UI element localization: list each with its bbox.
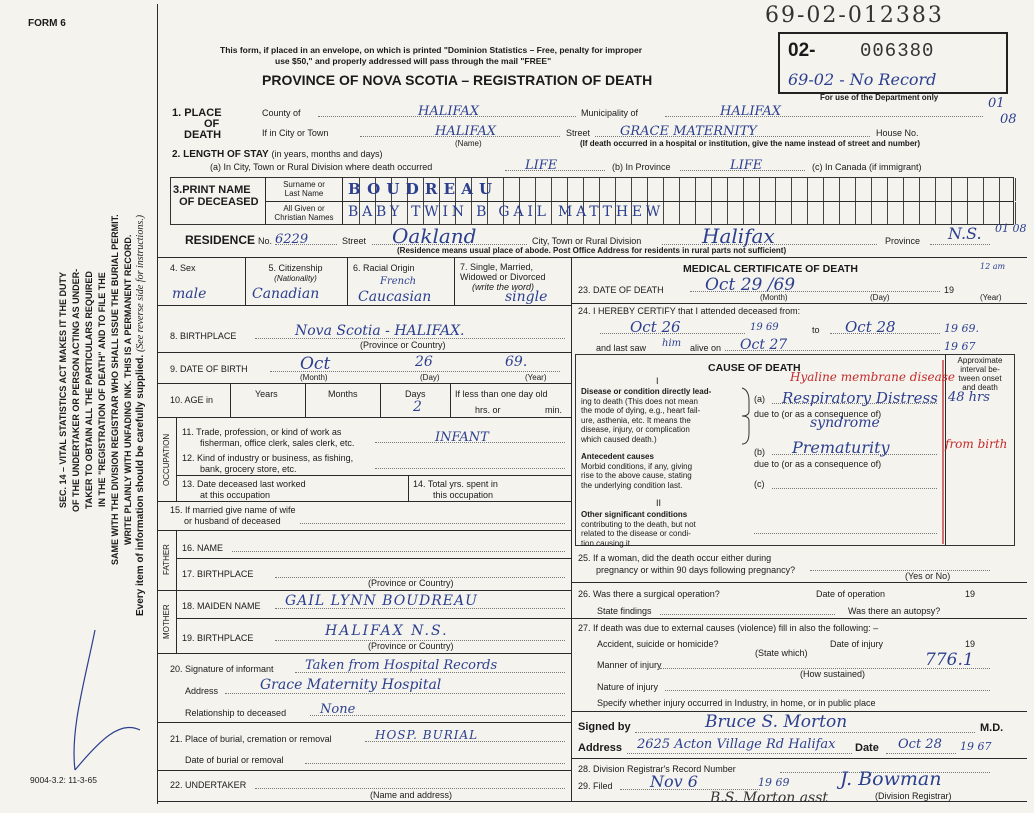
mother-birthplace-field: HALIFAX N.S. bbox=[275, 622, 565, 641]
county-field: HALIFAX bbox=[318, 102, 576, 117]
cause-a-field: Respiratory Distress bbox=[772, 389, 937, 404]
dept-use-label: For use of the Department only bbox=[820, 93, 939, 102]
form-code: 9004-3.2: 11-3-65 bbox=[30, 775, 97, 785]
last-saw-label: and last saw bbox=[596, 343, 647, 353]
residence-city-field: Halifax bbox=[662, 224, 877, 245]
filed-date-field: Nov 6 bbox=[620, 772, 760, 790]
death-year-caption: (Year) bbox=[980, 293, 1002, 302]
registration-number-box bbox=[778, 32, 1008, 94]
city-label: If in City or Town bbox=[262, 128, 329, 138]
citizenship-label: 5. Citizenship (Nationality) bbox=[268, 263, 323, 283]
spouse-label: 15. If married give name of wife or husband of deceased bbox=[170, 505, 296, 526]
corner-mark-2: 08 bbox=[1000, 112, 1017, 127]
accident-label: Accident, suicide or homicide? bbox=[597, 639, 719, 649]
stay-c-label: (c) In Canada (if immigrant) bbox=[812, 162, 922, 172]
age-months-label: Months bbox=[328, 389, 358, 399]
interval-label: Approximate interval be- tween onset and death bbox=[957, 356, 1003, 392]
residence-street-field: Oakland bbox=[372, 224, 527, 245]
doctor-address-field: 2625 Acton Village Rd Halifax bbox=[627, 735, 852, 754]
pregnancy-question: 25. If a woman, did the death occur either during pregnancy or within 90 days following pregnancy? bbox=[578, 553, 796, 575]
father-name-field bbox=[232, 540, 565, 552]
findings-field bbox=[660, 603, 835, 615]
given-label: All Given or Christian Names bbox=[274, 204, 334, 222]
residence-note: (Residence means usual place of abode. Post Office Address for residents in rural parts not sufficient) bbox=[397, 246, 787, 255]
racial-value: Caucasian bbox=[358, 289, 432, 305]
father-birthplace-field bbox=[275, 566, 565, 578]
dob-label: 9. DATE OF BIRTH bbox=[170, 364, 248, 374]
age-label: 10. AGE in bbox=[170, 395, 214, 405]
father-name-label: 16. NAME bbox=[182, 543, 224, 553]
cause-b-label: (b) bbox=[754, 447, 765, 457]
injury-year-prefix: 19 bbox=[965, 639, 976, 649]
registrar-name: B.S. Morton asst bbox=[710, 790, 829, 806]
due-to-label-2: due to (or as a consequence of) bbox=[754, 459, 882, 469]
cause-title: CAUSE OF DEATH bbox=[708, 362, 801, 374]
age-days-value: 2 bbox=[413, 399, 422, 415]
mother-birthplace-label: 19. BIRTHPLACE bbox=[182, 633, 254, 643]
dob-year-caption: (Year) bbox=[525, 373, 547, 382]
municipality-field: HALIFAX bbox=[665, 102, 983, 117]
operation-date-label: Date of operation bbox=[816, 589, 886, 599]
given-value: BABY TWIN B GAIL MATTHEW bbox=[348, 204, 665, 220]
residence-street-label: Street bbox=[342, 236, 367, 246]
external-causes-label: 27. If death was due to external causes (violence) fill in also the following: – bbox=[578, 623, 879, 633]
stay-b-label: (b) In Province bbox=[612, 162, 671, 172]
form-number: FORM 6 bbox=[28, 18, 66, 29]
red-correction-line bbox=[940, 360, 946, 544]
residence-label: RESIDENCE bbox=[185, 233, 256, 247]
page-title: PROVINCE OF NOVA SCOTIA – REGISTRATION OF DEATH bbox=[262, 72, 653, 88]
occ-13-label: 13. Date deceased last worked at this occupation bbox=[182, 479, 306, 500]
informant-rel-label: Relationship to deceased bbox=[185, 708, 287, 718]
stay-a-label: (a) In City, Town or Rural Division where death occurred bbox=[210, 162, 433, 172]
attended-to-field: Oct 28 bbox=[830, 318, 940, 334]
county-label: County of bbox=[262, 108, 301, 118]
occ-12-label: 12. Kind of industry or business, as fishing, bank, grocery store, etc. bbox=[182, 453, 354, 474]
other-conditions-help: Other significant conditions contributing to the death, but not related to the disease or condi- tion causing it. bbox=[581, 510, 696, 548]
autopsy-question: Was there an autopsy? bbox=[848, 606, 941, 616]
filed-year: 19 69 bbox=[758, 776, 790, 789]
pregnancy-field bbox=[810, 559, 990, 571]
cause-a-red-note: Hyaline membrane disease bbox=[790, 370, 955, 384]
attended-from-field: Oct 26 bbox=[600, 318, 745, 334]
occ-11-label: 11. Trade, profession, or kind of work as fisherman, office clerk, sales clerk, etc. bbox=[182, 427, 355, 448]
birthplace-field: Nova Scotia - HALIFAX. bbox=[255, 322, 565, 339]
age-years-label: Years bbox=[255, 389, 278, 399]
stay-b-field: LIFE bbox=[680, 156, 805, 171]
part-1-label: I bbox=[656, 376, 659, 386]
surname-value: BOUDREAU bbox=[348, 180, 499, 198]
age-hrs-label: hrs. or bbox=[475, 405, 501, 415]
print-name-label: 3.PRINT NAME OF DECEASED bbox=[173, 184, 259, 208]
cause-a-continued: syndrome bbox=[810, 415, 880, 431]
signed-date-field: Oct 28 bbox=[886, 735, 956, 754]
surname-label: Surname or Last Name bbox=[283, 180, 325, 198]
cause-c-field bbox=[772, 477, 937, 489]
injury-code: 776.1 bbox=[925, 650, 974, 670]
residence-city-label: City, Town or Rural Division bbox=[532, 236, 642, 246]
dob-day-caption: (Day) bbox=[420, 373, 440, 382]
signed-by-field: Bruce S. Morton bbox=[635, 712, 975, 733]
cause-a-label: (a) bbox=[754, 394, 765, 404]
envelope-note-2: use $50," and properly addressed will pass through the mail "FREE" bbox=[275, 56, 552, 66]
spouse-field bbox=[300, 512, 565, 524]
cause-a-interval: 48 hrs bbox=[948, 390, 990, 405]
informant-addr-label: Address bbox=[185, 686, 219, 696]
code-prefix: 02- bbox=[788, 40, 816, 61]
burial-place-label: 21. Place of burial, cremation or removal bbox=[170, 734, 332, 744]
direct-cause-brace bbox=[740, 386, 752, 446]
birthplace-label: 8. BIRTHPLACE bbox=[170, 331, 237, 341]
death-year-prefix: 19 bbox=[944, 285, 955, 295]
injury-date-label: Date of injury bbox=[830, 639, 884, 649]
age-less-label: If less than one day old bbox=[455, 389, 548, 399]
maiden-name-field: GAIL LYNN BOUDREAU bbox=[275, 592, 565, 609]
no-record-note: 69-02 - No Record bbox=[788, 70, 937, 89]
burial-date-field bbox=[305, 752, 565, 764]
signed-by-label: Signed by bbox=[578, 721, 631, 733]
alive-on-year: 19 67 bbox=[944, 340, 976, 353]
maiden-name-label: 18. MAIDEN NAME bbox=[182, 601, 261, 611]
informant-sig-label: 20. Signature of informant bbox=[170, 664, 274, 674]
racial-label: 6. Racial Origin bbox=[353, 263, 415, 273]
residence-no-label: No. bbox=[258, 236, 273, 246]
manner-label: Manner of injury bbox=[597, 660, 662, 670]
cause-b-interval: from birth bbox=[945, 437, 1008, 451]
address-label: Address bbox=[578, 742, 623, 754]
birthplace-caption: (Province or Country) bbox=[360, 340, 446, 350]
findings-label: State findings bbox=[597, 606, 652, 616]
burial-place-field: HOSP. BURIAL bbox=[365, 726, 565, 742]
death-day-caption: (Day) bbox=[870, 293, 890, 302]
municipality-label: Municipality of bbox=[581, 108, 639, 118]
death-time-note: 12 am bbox=[980, 262, 1006, 271]
undertaker-caption: (Name and address) bbox=[370, 790, 453, 800]
death-date-label: 23. DATE OF DEATH bbox=[578, 285, 664, 295]
medical-title: MEDICAL CERTIFICATE OF DEATH bbox=[683, 263, 858, 275]
sex-value: male bbox=[172, 286, 207, 302]
antecedent-help: Antecedent causes Morbid conditions, if any, giving rise to the above cause, stating the underlying condition last. bbox=[581, 452, 693, 490]
margin-scribble bbox=[40, 620, 150, 780]
name-caption: (Name) bbox=[455, 139, 482, 148]
occ-11-field: INFANT bbox=[375, 428, 565, 443]
city-field: HALIFAX bbox=[360, 122, 560, 137]
dob-month-caption: (Month) bbox=[300, 373, 328, 382]
stay-label: 2. LENGTH OF STAY (in years, months and days) bbox=[172, 149, 383, 160]
envelope-note-1: This form, if placed in an envelope, on which is printed "Dominion Statistics – Free, penalty for improper bbox=[220, 45, 643, 55]
occupation-side-label: OCCUPATION bbox=[162, 433, 171, 487]
cause-c-label: (c) bbox=[754, 479, 765, 489]
last-saw-value: him bbox=[662, 338, 682, 349]
side-instructions: SEC. 14 – VITAL STATISTICS ACT MAKES IT THE DUTY OF THE UNDERTAKER OR PERSON ACTING AS UNDER- TAKER TO OBTAIN ALL THE PARTICULARS REQUIRED IN THE "REGISTRATION OF DEATH" AND TO FILE THE SAME WITH THE DIVISION REGISTRAR WHO SHALL ISSUE THE BURIAL PERMIT. WRITE PLAINLY WITH UNFADING INK. THIS IS A PERMANENT RECORD. bbox=[58, 214, 133, 566]
hospital-note: (If death occurred in a hospital or institution, give the name instead of street and number) bbox=[580, 139, 921, 148]
certify-label: 24. I HEREBY CERTIFY that I attended deceased from: bbox=[578, 306, 801, 316]
nature-field bbox=[665, 679, 990, 691]
informant-rel-field: None bbox=[310, 700, 565, 716]
corner-mark-1: 01 bbox=[988, 96, 1005, 111]
death-date-field: Oct 29 /69 bbox=[690, 275, 940, 292]
top-number: 69-02-012383 bbox=[765, 3, 944, 28]
attended-to-label: to bbox=[812, 325, 820, 335]
father-birthplace-caption: (Province or Country) bbox=[368, 578, 454, 588]
citizenship-value: Canadian bbox=[252, 286, 320, 302]
part-2-label: II bbox=[656, 498, 662, 508]
date-label: Date bbox=[855, 742, 879, 754]
burial-date-label: Date of burial or removal bbox=[185, 755, 284, 765]
registrar-caption: (Division Registrar) bbox=[875, 791, 952, 801]
specify-place-label: Specify whether injury occurred in Industry, in home, or in public place bbox=[597, 698, 876, 708]
yes-no-caption: (Yes or No) bbox=[905, 571, 951, 581]
father-birthplace-label: 17. BIRTHPLACE bbox=[182, 569, 254, 579]
occ-12-field bbox=[375, 457, 565, 469]
direct-cause-help: Disease or condition directly lead- ing to death (This does not mean the mode of dying, e.g., heart fail- ure, asthenia, etc. It means the disease, injury, or complication which caused death.) bbox=[581, 387, 712, 444]
operation-year-prefix: 19 bbox=[965, 589, 976, 599]
informant-addr-field: Grace Maternity Hospital bbox=[225, 676, 565, 694]
house-label: House No. bbox=[876, 128, 919, 138]
occ-14-label: 14. Total yrs. spent in this occupation bbox=[413, 479, 498, 500]
marital-value: single bbox=[505, 289, 548, 305]
mother-side-label: MOTHER bbox=[162, 604, 171, 640]
father-side-label: FATHER bbox=[162, 544, 171, 576]
due-to-label-1: due to (or as a consequence of) bbox=[754, 409, 882, 419]
residence-mark: 01 08 bbox=[995, 222, 1027, 235]
signed-year: 19 67 bbox=[960, 740, 992, 753]
alive-on-field: Oct 27 bbox=[725, 336, 940, 351]
residence-province-label: Province bbox=[885, 236, 921, 246]
record-number-label: 28. Division Registrar's Record Number bbox=[578, 764, 736, 774]
attended-from-year: 19 69 bbox=[750, 322, 779, 333]
side-supply-note: Every item of information should be carefully supplied. (See reverse side for instructions.) bbox=[135, 214, 146, 616]
dob-field: Oct 26 69. bbox=[270, 354, 560, 372]
undertaker-field bbox=[255, 777, 565, 789]
undertaker-label: 22. UNDERTAKER bbox=[170, 780, 247, 790]
state-which-caption: (State which) bbox=[755, 648, 808, 658]
code-number: 006380 bbox=[860, 40, 935, 62]
sex-label: 4. Sex bbox=[170, 263, 196, 273]
how-sustained-caption: (How sustained) bbox=[800, 669, 866, 679]
racial-small-value: French bbox=[380, 276, 417, 287]
surgery-question: 26. Was there a surgical operation? bbox=[578, 589, 720, 599]
residence-province-field: N.S. bbox=[930, 224, 990, 245]
marital-label: 7. Single, Married, Widowed or Divorced (write the word) bbox=[460, 262, 546, 292]
death-month-caption: (Month) bbox=[760, 293, 788, 302]
md-label: M.D. bbox=[980, 722, 1004, 734]
age-days-label: Days bbox=[405, 389, 426, 399]
stay-a-field: LIFE bbox=[505, 156, 605, 171]
attended-to-year: 19 69. bbox=[944, 322, 979, 335]
mother-birthplace-caption: (Province or Country) bbox=[368, 641, 454, 651]
age-min-label: min. bbox=[545, 405, 563, 415]
other-conditions-field bbox=[754, 522, 937, 534]
filed-label: 29. Filed bbox=[578, 781, 613, 791]
informant-sig-field: Taken from Hospital Records bbox=[295, 656, 565, 673]
place-label: 1. PLACE OF DEATH bbox=[172, 107, 222, 141]
cause-b-field: Prematurity bbox=[772, 438, 937, 455]
street-field: GRACE MATERNITY bbox=[595, 122, 870, 137]
nature-label: Nature of injury bbox=[597, 682, 659, 692]
registrar-signature: J. Bowman bbox=[840, 768, 942, 790]
street-label: Street bbox=[566, 128, 591, 138]
residence-no-field: 6229 bbox=[275, 230, 337, 245]
alive-on-label: alive on bbox=[690, 343, 722, 353]
bottom-rule bbox=[157, 801, 1027, 802]
